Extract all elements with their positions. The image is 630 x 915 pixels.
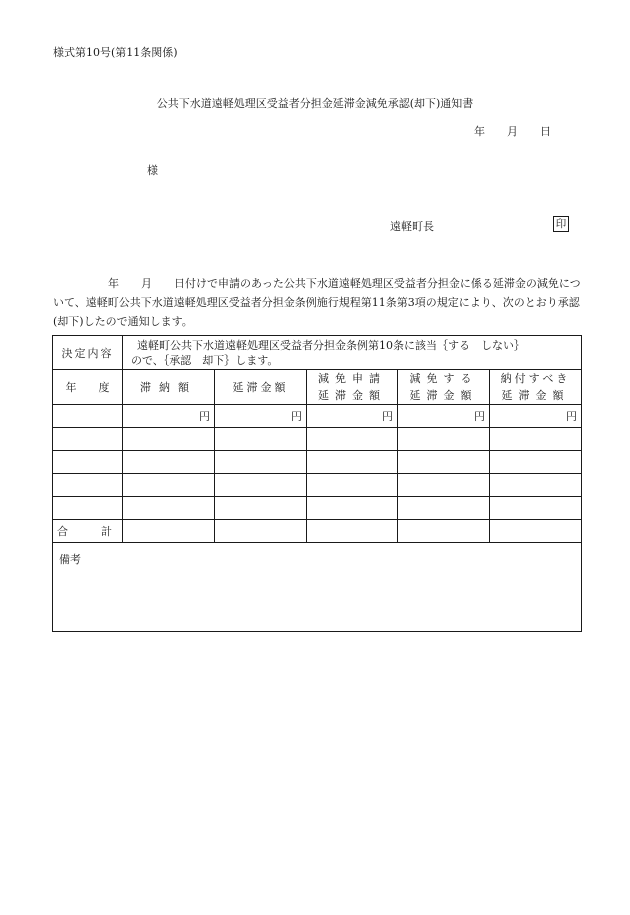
header-reduced xyxy=(398,370,490,405)
notice-body-text: 年 月 日付けで申請のあった公共下水道遠軽処理区受益者分担金に係る延滞金の減免について、遠軽町公共下水道遠軽処理区受益者分担金条例施行規程第11条第3項の規定により、次のとおり承認(却下)したので通知します。 xyxy=(53,277,581,328)
table-cell xyxy=(53,428,123,451)
issuer-title: 遠軽町長 xyxy=(390,220,434,233)
table-cell xyxy=(490,520,582,543)
header-payable-line-2: 延滞金額 xyxy=(501,389,570,402)
header-requested-line-1: 減免申請 xyxy=(318,372,386,385)
decision-row xyxy=(53,336,582,370)
table-cell xyxy=(307,451,398,474)
late-fee-yen: 円 xyxy=(215,405,307,428)
table-row xyxy=(53,428,582,451)
table-cell xyxy=(307,497,398,520)
table-row xyxy=(53,497,582,520)
seal-mark: 印 xyxy=(553,216,569,232)
total-label: 合 計 xyxy=(53,520,123,543)
table-cell xyxy=(490,474,582,497)
table-cell xyxy=(307,474,398,497)
table-cell xyxy=(398,497,490,520)
year-cell xyxy=(53,405,123,428)
date-line: 年 月 日 xyxy=(474,125,551,138)
reduced-yen: 円 xyxy=(398,405,490,428)
remarks-label: 備考 xyxy=(53,543,582,632)
table-cell xyxy=(215,428,307,451)
table-cell xyxy=(215,474,307,497)
payable-yen: 円 xyxy=(490,405,582,428)
table-cell xyxy=(215,497,307,520)
total-row xyxy=(53,520,582,543)
form-number-label: 様式第10号(第11条関係) xyxy=(53,46,178,59)
header-requested xyxy=(307,370,398,405)
document-title: 公共下水道遠軽処理区受益者分担金延滞金減免承認(却下)通知書 xyxy=(156,97,474,110)
header-reduced-line-1: 減免する xyxy=(409,372,478,385)
table-cell xyxy=(215,520,307,543)
decision-text xyxy=(123,336,582,370)
notice-table xyxy=(52,335,582,632)
table-cell xyxy=(307,520,398,543)
decision-label: 決定内容 xyxy=(53,336,123,370)
table-cell xyxy=(490,497,582,520)
table-row xyxy=(53,405,582,428)
decision-line-1: 遠軽町公共下水道遠軽処理区受益者分担金条例第10条に該当｛する しない｝ xyxy=(137,338,525,352)
table-cell xyxy=(490,451,582,474)
header-payable-line-1: 納付すべき xyxy=(500,372,571,385)
header-row xyxy=(53,370,582,405)
table-cell xyxy=(123,520,215,543)
table-row xyxy=(53,474,582,497)
table-cell xyxy=(307,428,398,451)
header-year: 年 度 xyxy=(53,370,123,405)
table-cell xyxy=(123,428,215,451)
table-cell xyxy=(398,428,490,451)
table-cell xyxy=(490,428,582,451)
requested-yen: 円 xyxy=(307,405,398,428)
header-late-fee: 延滞金額 xyxy=(215,370,307,405)
table-cell xyxy=(53,451,123,474)
table-cell xyxy=(53,474,123,497)
header-reduced-line-2: 延滞金額 xyxy=(409,389,478,402)
remarks-row xyxy=(53,543,582,632)
table-cell xyxy=(123,451,215,474)
arrears-yen: 円 xyxy=(123,405,215,428)
table-row xyxy=(53,451,582,474)
table-cell xyxy=(123,474,215,497)
header-payable xyxy=(490,370,582,405)
table-cell xyxy=(398,451,490,474)
recipient-suffix: 様 xyxy=(147,164,158,177)
table-cell xyxy=(53,497,123,520)
header-arrears: 滞納額 xyxy=(123,370,215,405)
table-cell xyxy=(123,497,215,520)
table-cell xyxy=(398,474,490,497)
decision-line-2: ので、｛承認 却下｝します。 xyxy=(131,353,279,367)
table-cell xyxy=(398,520,490,543)
header-requested-line-2: 延滞金額 xyxy=(318,389,386,402)
table-cell xyxy=(215,451,307,474)
